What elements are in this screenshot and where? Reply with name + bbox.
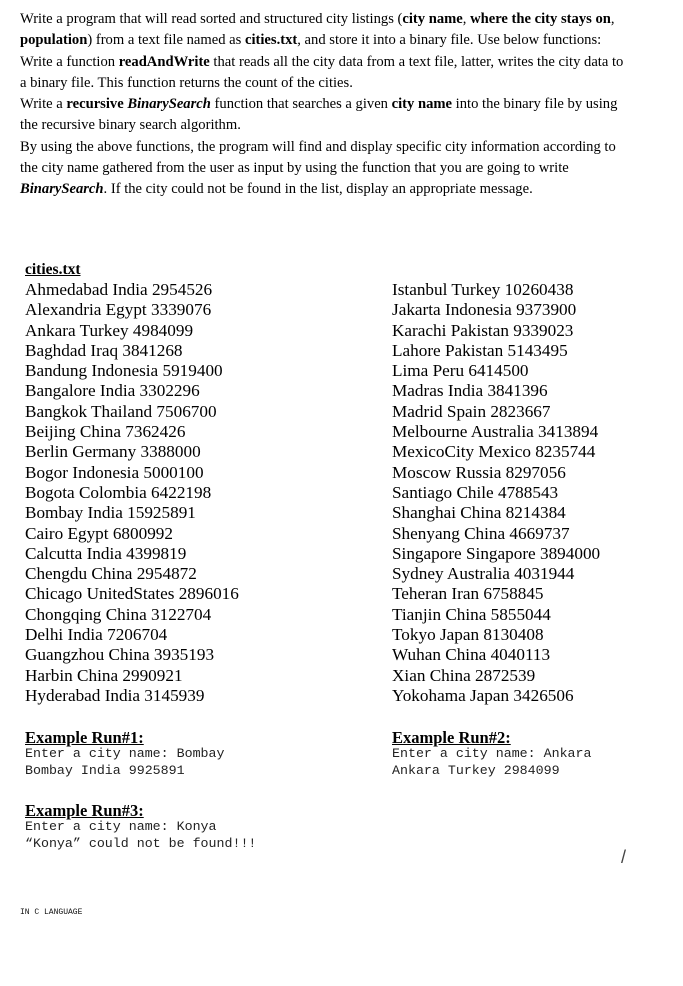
city-entry: Bangalore India 3302296	[25, 381, 200, 401]
city-entry: Teheran Iran 6758845	[392, 584, 544, 604]
city-entry: Melbourne Australia 3413894	[392, 422, 599, 442]
console-line: Ankara Turkey 2984099	[392, 762, 560, 778]
console-line: Enter a city name: Bombay	[25, 746, 225, 761]
city-entry: Chengdu China 2954872	[25, 564, 197, 584]
instructions	[20, 9, 625, 201]
city-entry: Chongqing China 3122704	[25, 604, 212, 624]
example-run-3-title: Example Run#3:	[25, 801, 144, 820]
console-line: “Konya” could not be found!!!	[25, 835, 257, 851]
city-entry: Cairo Egypt 6800992	[25, 523, 173, 543]
stray-slash-mark: /	[621, 847, 627, 867]
city-entry: Madras India 3841396	[392, 381, 548, 401]
city-entry: Tianjin China 5855044	[392, 604, 551, 624]
city-entry: Guangzhou China 3935193	[25, 645, 215, 665]
city-entry: Harbin China 2990921	[25, 665, 183, 685]
example-run-2-output	[392, 746, 592, 779]
city-entry: Lahore Pakistan 5143495	[392, 340, 568, 360]
console-line: Enter a city name: Ankara	[392, 746, 592, 761]
instruction-paragraph-4: By using the above functions, the program will find and display specific city information according to the city name gathered from the user as input by using the function that you are going to write BinarySearch. If the city could not be found in the list, display an appropriate message.	[20, 138, 616, 198]
city-entry: Sydney Australia 4031944	[392, 564, 575, 584]
city-entry: Bombay India 15925891	[25, 503, 196, 523]
city-entry: Singapore Singapore 3894000	[392, 543, 601, 563]
cities-file-title: cities.txt	[25, 261, 81, 278]
city-entry: Berlin Germany 3388000	[25, 442, 201, 462]
city-entry: Yokohama Japan 3426506	[392, 685, 574, 705]
console-line: Bombay India 9925891	[25, 762, 185, 778]
language-note: IN C LANGUAGE	[20, 908, 83, 917]
instruction-paragraph-3: Write a recursive BinarySearch function that searches a given city name into the binary file by using the recursive binary search algorithm.	[20, 96, 618, 134]
city-list-right	[392, 280, 600, 706]
city-entry: MexicoCity Mexico 8235744	[392, 442, 596, 462]
city-entry: Ankara Turkey 4984099	[25, 320, 194, 340]
city-entry: Bogor Indonesia 5000100	[25, 462, 204, 482]
city-entry: Baghdad Iraq 3841268	[25, 340, 183, 360]
example-run-1-output	[25, 746, 225, 779]
city-entry: Alexandria Egypt 3339076	[25, 300, 212, 320]
city-list-left	[25, 280, 239, 706]
city-entry: Tokyo Japan 8130408	[392, 625, 544, 645]
example-run-2-title: Example Run#2:	[392, 728, 511, 747]
city-entry: Bogota Colombia 6422198	[25, 482, 212, 502]
city-entry: Wuhan China 4040113	[392, 645, 551, 665]
city-entry: Santiago Chile 4788543	[392, 482, 559, 502]
instruction-paragraph-1: Write a program that will read sorted and structured city listings (city name, where the city stays on, population) from a text file named as cities.txt, and store it into a binary file. Use below functions:	[20, 11, 615, 49]
console-line: Enter a city name: Konya	[25, 819, 217, 834]
city-entry: Bangkok Thailand 7506700	[25, 401, 217, 421]
example-run-1-title: Example Run#1:	[25, 728, 144, 747]
city-entry: Istanbul Turkey 10260438	[392, 280, 574, 299]
city-entry: Delhi India 7206704	[25, 625, 168, 645]
city-entry: Lima Peru 6414500	[392, 361, 529, 381]
city-entry: Shenyang China 4669737	[392, 523, 570, 543]
city-entry: Karachi Pakistan 9339023	[392, 320, 574, 340]
city-entry: Hyderabad India 3145939	[25, 685, 205, 705]
city-entry: Shanghai China 8214384	[392, 503, 566, 523]
city-entry: Jakarta Indonesia 9373900	[392, 300, 577, 320]
instruction-paragraph-2: Write a function readAndWrite that reads all the city data from a text file, latter, writes the city data to a binary file. This function returns the count of the cities.	[20, 53, 624, 91]
city-entry: Calcutta India 4399819	[25, 543, 187, 563]
city-entry: Ahmedabad India 2954526	[25, 280, 213, 299]
example-run-3-output	[25, 819, 256, 852]
city-entry: Beijing China 7362426	[25, 422, 186, 442]
city-entry: Chicago UnitedStates 2896016	[25, 584, 239, 604]
city-entry: Madrid Spain 2823667	[392, 401, 551, 421]
city-entry: Xian China 2872539	[392, 665, 536, 685]
city-entry: Moscow Russia 8297056	[392, 462, 566, 482]
city-entry: Bandung Indonesia 5919400	[25, 361, 223, 381]
